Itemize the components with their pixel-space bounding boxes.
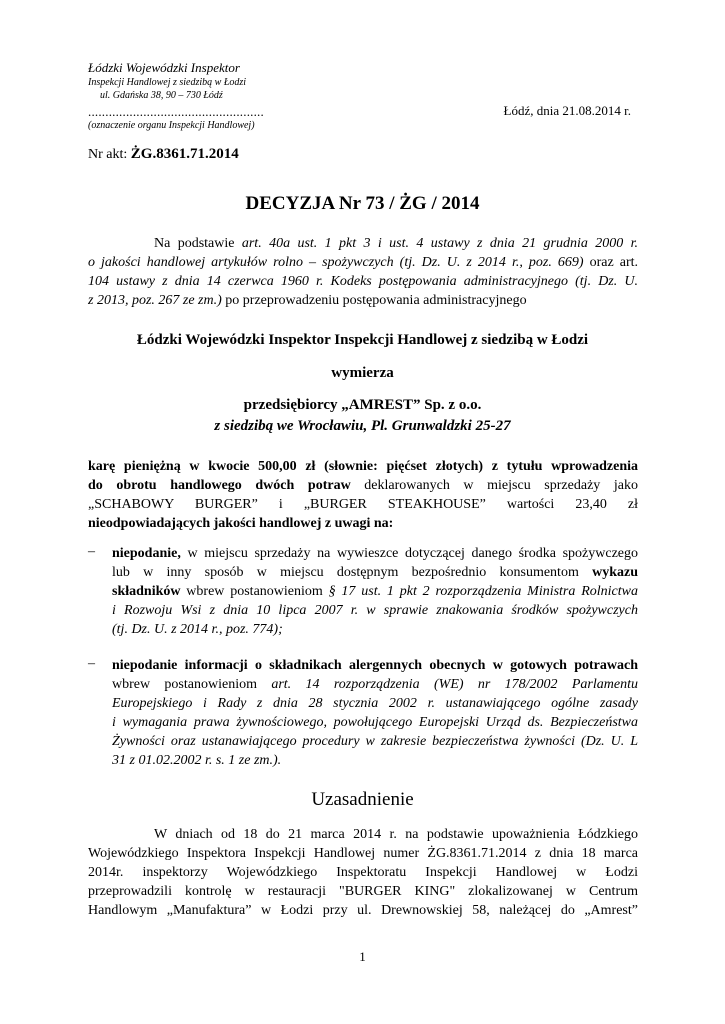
bullet-1-line-4: i Rozwoju Wsi z dnia 10 lipca 2007 r. w sprawie znakowania środków spożywczych — [112, 603, 638, 618]
penalty-paragraph — [88, 457, 638, 533]
bullet-item-2 — [112, 656, 638, 770]
bullet-1-line-2: lub w inny sposób w miejscu dostępnym bezpośrednio konsumentom wykazu — [112, 565, 638, 580]
authority-name: Łódzki Wojewódzki Inspektor Inspekcji Handlowej z siedzibą w Łodzi — [136, 332, 589, 348]
bullet-1-line-5: (tj. Dz. U. z 2014 r., poz. 774); — [112, 622, 283, 637]
legal-basis-line-2: o jakości handlowej artykułów rolno – spożywczych (tj. Dz. U. z 2014 r., poz. 669) oraz art. — [88, 255, 638, 270]
bullet-dash-2: – — [88, 656, 95, 671]
bullet-dash-1: – — [88, 544, 95, 559]
justification-paragraph — [88, 825, 638, 920]
legal-basis-line-3: 104 ustawy z dnia 14 czerwca 1960 r. Kodeks postępowania administracyjnego (tj. Dz. U. — [88, 274, 638, 289]
issuer-name: Łódzki Wojewódzki Inspektor — [88, 60, 240, 75]
bullet-2-line-1: niepodanie informacji o składnikach alergennych obecnych w gotowych potrawach — [112, 658, 638, 673]
legal-basis-line-4: z 2013, poz. 267 ze zm.) po przeprowadzeniu postępowania administracyjnego — [88, 293, 527, 308]
bullet-2-line-4: i wymagania prawa żywnościowego, powołującego Europejski Urząd ds. Bezpieczeństwa — [112, 715, 638, 730]
decision-verb: wymierza — [331, 365, 394, 381]
bullet-item-1 — [112, 544, 638, 639]
justification-line-5: Handlowym „Manufaktura” w Łodzi przy ul. Drewnowskiej 58, należącej do „Amrest” — [88, 903, 638, 918]
justification-heading: Uzasadnienie — [311, 789, 414, 810]
issuer-seat: Inspekcji Handlowej z siedzibą w Łodzi — [88, 77, 247, 88]
bullet-1-line-3: składników wbrew postanowieniom § 17 ust. 1 pkt 2 rozporządzenia Ministra Rolnictwa — [112, 584, 638, 599]
page-number: 1 — [359, 949, 366, 964]
legal-basis-paragraph — [88, 234, 638, 310]
case-number-label: Nr akt: — [88, 147, 131, 162]
bullet-2-line-6: 31 z 01.02.2002 r. s. 1 ze zm.). — [112, 753, 282, 768]
place-date: Łódź, dnia 21.08.2014 r. — [503, 103, 631, 118]
justification-line-4: przeprowadzili kontrolę w restauracji "BURGER KING" zlokalizowanej w Centrum — [88, 884, 638, 899]
organ-designation-note: (oznaczenie organu Inspekcji Handlowej) — [88, 120, 255, 131]
legal-basis-line-1: Na podstawie art. 40a ust. 1 pkt 3 i ust. 4 ustawy z dnia 21 grudnia 2000 r. — [154, 236, 639, 251]
justification-line-1: W dniach od 18 do 21 marca 2014 r. na podstawie upoważnienia Łódzkiego — [154, 827, 638, 842]
recipient-address: z siedzibą we Wrocławiu, Pl. Grunwaldzki 25-27 — [214, 418, 511, 434]
justification-line-2: Wojewódzkiego Inspektora Inspekcji Handlowej numer ŻG.8361.71.2014 z dnia 18 marca — [88, 846, 638, 861]
bullet-2-line-5: Żywności oraz ustanawiającego procedury w zakresie bezpieczeństwa żywności (Dz. U. L — [112, 734, 638, 749]
penalty-line-2: do obrotu handlowego dwóch potraw deklarowanych w miejscu sprzedaży jako — [88, 478, 638, 493]
penalty-line-3: „SCHABOWY BURGER” i „BURGER STEAKHOUSE” wartości 23,40 zł — [88, 497, 638, 512]
dotted-line: ................................................... — [88, 104, 264, 119]
decision-title: DECYZJA Nr 73 / ŻG / 2014 — [245, 193, 480, 214]
bullet-2-line-2: wbrew postanowieniom art. 14 rozporządzenia (WE) nr 178/2002 Parlamentu — [112, 677, 638, 692]
penalty-line-1: karę pieniężną w kwocie 500,00 zł (słownie: pięćset złotych) z tytułu wprowadzenia — [88, 459, 638, 474]
case-number — [88, 146, 239, 163]
bullet-1-line-1: niepodanie, w miejscu sprzedaży na wywieszce dotyczącej danego środka spożywczego — [112, 546, 638, 561]
penalty-line-4: nieodpowiadających jakości handlowej z uwagi na: — [88, 516, 394, 531]
case-number-value: ŻG.8361.71.2014 — [130, 146, 239, 162]
justification-line-3: 2014r. inspektorzy Wojewódzkiego Inspektoratu Inspekcji Handlowej w Łodzi — [88, 865, 638, 880]
issuer-address: ul. Gdańska 38, 90 – 730 Łódź — [100, 90, 223, 101]
recipient-name: przedsiębiorcy „AMREST” Sp. z o.o. — [243, 397, 482, 413]
bullet-2-line-3: Europejskiego i Rady z dnia 28 stycznia 2002 r. ustanawiającego ogólne zasady — [112, 696, 638, 711]
